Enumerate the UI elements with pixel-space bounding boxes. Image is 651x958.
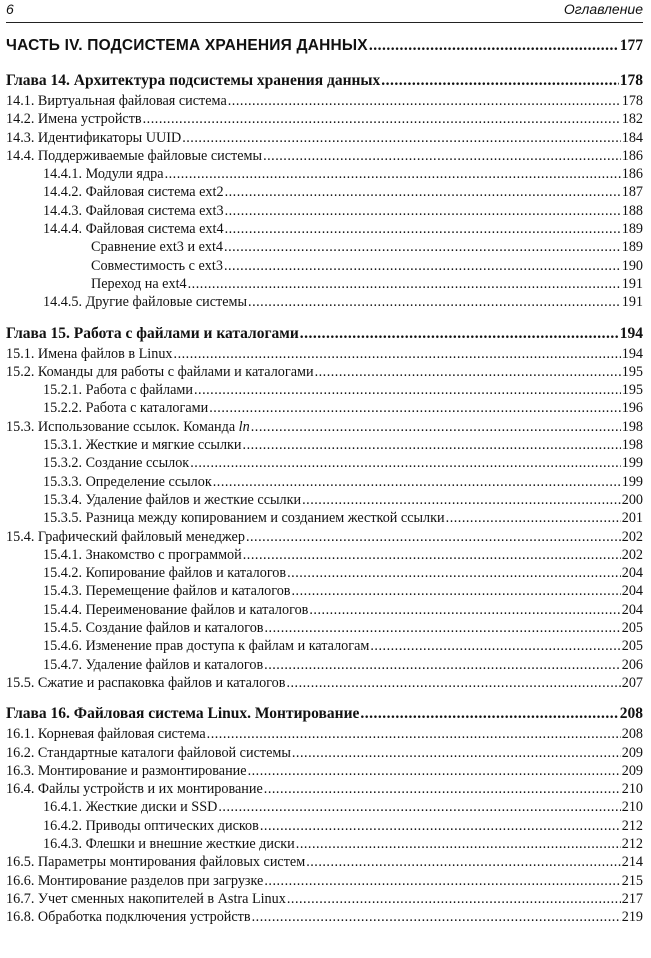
toc-entry-title: 14.4.3. Файловая система ext3 (43, 202, 224, 219)
toc-entry-page: 204 (621, 583, 643, 600)
toc-entry-page: 204 (621, 601, 643, 618)
toc-entry-page: 190 (621, 257, 643, 274)
toc-entry-page: 184 (621, 129, 643, 146)
toc-entry-page: 189 (621, 221, 643, 238)
running-header (6, 0, 643, 23)
toc-entry[interactable] (6, 473, 643, 491)
leader-dots (360, 703, 618, 725)
toc-entry-title: 16.8. Обработка подключения устройств (6, 909, 251, 926)
toc-entry-page: 207 (621, 674, 643, 691)
toc-entry[interactable] (6, 110, 643, 128)
toc-entry-page: 210 (621, 781, 643, 798)
toc-entry-page: 214 (621, 854, 643, 871)
toc-entry-title: 15.2.1. Работа с файлами (43, 382, 193, 399)
leader-dots (143, 110, 621, 128)
leader-dots (243, 436, 621, 454)
toc-entry-page: 205 (621, 638, 643, 655)
toc-entry-page: 195 (621, 382, 643, 399)
toc-entry[interactable] (6, 418, 643, 436)
toc-entry[interactable] (6, 890, 643, 908)
toc-entry[interactable] (6, 275, 643, 293)
toc-entry[interactable] (6, 147, 643, 165)
leader-dots (207, 725, 621, 743)
toc-entry[interactable] (6, 399, 643, 417)
toc-entry[interactable] (6, 202, 643, 220)
toc-entry[interactable] (6, 725, 643, 743)
toc-entry[interactable] (6, 454, 643, 472)
toc-entry[interactable] (6, 345, 643, 363)
leader-dots (248, 293, 621, 311)
toc-entry-page: 217 (621, 890, 643, 907)
toc-entry[interactable] (6, 908, 643, 926)
leader-dots (225, 183, 621, 201)
toc-entry-title: Переход на ext4 (91, 275, 187, 292)
leader-dots (213, 473, 621, 491)
toc-entry[interactable] (6, 780, 643, 798)
toc-entry[interactable] (6, 129, 643, 147)
toc-part[interactable] (6, 34, 643, 58)
leader-dots (194, 381, 621, 399)
toc-entry-page: 215 (621, 872, 643, 889)
leader-dots (302, 491, 621, 509)
toc-part-title: ЧАСТЬ IV. ПОДСИСТЕМА ХРАНЕНИЯ ДАННЫХ (6, 37, 368, 54)
leader-dots (300, 323, 619, 345)
toc-entry-page: 186 (621, 166, 643, 183)
toc-entry-title: 16.4. Файлы устройств и их монтирование (6, 781, 263, 798)
toc-entry-title: 14.3. Идентификаторы UUID (6, 129, 182, 146)
toc-entry-title: 16.1. Корневая файловая система (6, 726, 206, 743)
toc-entry[interactable] (6, 293, 643, 311)
leader-dots (225, 202, 621, 220)
toc-entry[interactable] (6, 381, 643, 399)
toc-entry[interactable] (6, 582, 643, 600)
toc-part-page: 177 (619, 37, 643, 54)
toc-entry-page: 204 (621, 565, 643, 582)
toc-entry[interactable] (6, 257, 643, 275)
page-number: 6 (6, 1, 14, 17)
toc-entry-page: 202 (621, 546, 643, 563)
toc-chapter-page: 208 (619, 705, 643, 723)
leader-dots (286, 674, 620, 692)
leader-dots (246, 528, 621, 546)
leader-dots (446, 509, 621, 527)
leader-dots (263, 147, 621, 165)
toc-entry-title: 15.4.7. Удаление файлов и каталогов (43, 656, 264, 673)
toc-entry-page: 188 (621, 202, 643, 219)
leader-dots (209, 399, 621, 417)
toc-entry[interactable] (6, 363, 643, 381)
leader-dots (252, 908, 621, 926)
toc-entry-title: 16.4.1. Жесткие диски и SSD (43, 799, 218, 816)
toc-entry-page: 186 (621, 147, 643, 164)
toc-entry-title: 15.4.2. Копирование файлов и каталогов (43, 565, 287, 582)
toc-chapter[interactable] (6, 70, 643, 92)
toc-entry-title (6, 418, 250, 436)
toc-chapter[interactable] (6, 703, 643, 725)
toc-entry-title: 15.2. Команды для работы с файлами и каталогами (6, 363, 314, 380)
table-of-contents (6, 34, 643, 926)
toc-entry[interactable] (6, 637, 643, 655)
toc-entry-page: 191 (621, 275, 643, 292)
leader-dots (225, 220, 621, 238)
toc-entry[interactable] (6, 564, 643, 582)
leader-dots (287, 564, 621, 582)
leader-dots (188, 275, 621, 293)
toc-entry[interactable] (6, 165, 643, 183)
toc-entry[interactable] (6, 674, 643, 692)
toc-entry[interactable] (6, 436, 643, 454)
toc-entry-page: 199 (621, 455, 643, 472)
leader-dots (264, 872, 620, 890)
toc-entry-title: 15.3.1. Жесткие и мягкие ссылки (43, 437, 242, 454)
running-title: Оглавление (563, 1, 643, 17)
leader-dots (228, 92, 621, 110)
leader-dots (260, 817, 621, 835)
toc-entry[interactable] (6, 798, 643, 816)
toc-entry-title: Совместимость с ext3 (91, 257, 223, 274)
toc-entry-page: 182 (621, 111, 643, 128)
toc-entry-title: 15.4.3. Перемещение файлов и каталогов (43, 583, 291, 600)
toc-entry-page: 208 (621, 726, 643, 743)
toc-entry-page: 187 (621, 184, 643, 201)
leader-dots (287, 890, 621, 908)
toc-entry-title: 15.3.3. Определение ссылок (43, 473, 212, 490)
toc-entry-title: 15.3.5. Разница между копированием и созданием жесткой ссылки (43, 510, 445, 527)
toc-entry-title: 14.4. Поддерживаемые файловые системы (6, 147, 263, 164)
leader-dots (296, 835, 621, 853)
toc-entry[interactable] (6, 817, 643, 835)
toc-entry-page: 178 (621, 93, 643, 109)
toc-chapter-page: 194 (619, 324, 643, 342)
toc-entry[interactable] (6, 744, 643, 762)
toc-entry-title: 15.4.4. Переименование файлов и каталогов (43, 601, 309, 618)
toc-entry-title: 15.4. Графический файловый менеджер (6, 528, 245, 545)
toc-entry[interactable] (6, 619, 643, 637)
toc-entry-page: 212 (621, 835, 643, 852)
leader-dots (292, 582, 621, 600)
toc-entry-title: 15.5. Сжатие и распаковка файлов и каталогов (6, 674, 286, 691)
toc-entry[interactable] (6, 528, 643, 546)
toc-chapter-title: Глава 15. Работа с файлами и каталогами (6, 324, 299, 342)
leader-dots (370, 637, 620, 655)
toc-entry-title: 14.4.4. Файловая система ext4 (43, 221, 224, 238)
toc-chapter-title: Глава 16. Файловая система Linux. Монтирование (6, 705, 360, 723)
toc-entry[interactable] (6, 220, 643, 238)
toc-entry-page: 194 (621, 345, 643, 362)
toc-entry-title: 14.4.2. Файловая система ext2 (43, 184, 224, 201)
leader-dots (224, 238, 621, 256)
toc-entry-title: 16.4.2. Приводы оптических дисков (43, 817, 259, 834)
toc-entry[interactable] (6, 509, 643, 527)
toc-entry-title: 16.4.3. Флешки и внешние жесткие диски (43, 835, 295, 852)
leader-dots (309, 601, 620, 619)
toc-entry-page: 199 (621, 473, 643, 490)
leader-dots (248, 762, 621, 780)
leader-dots (190, 454, 621, 472)
toc-entry-title: 15.1. Имена файлов в Linux (6, 345, 173, 362)
leader-dots (243, 546, 621, 564)
toc-entry-title: 15.2.2. Работа с каталогами (43, 400, 209, 417)
leader-dots (218, 798, 620, 816)
leader-dots (165, 165, 621, 183)
toc-entry-page: 201 (621, 510, 643, 527)
leader-dots (264, 780, 621, 798)
leader-dots (251, 418, 621, 436)
leader-dots (292, 744, 621, 762)
leader-dots (381, 70, 618, 92)
toc-entry-title: 14.4.5. Другие файловые системы (43, 294, 248, 311)
toc-entry-page: 196 (621, 400, 643, 417)
toc-entry-title: 15.4.5. Создание файлов и каталогов (43, 620, 264, 637)
command-name: ln (238, 418, 250, 435)
toc-entry[interactable] (6, 183, 643, 201)
toc-entry-page: 210 (621, 799, 643, 816)
toc-entry-page: 205 (621, 620, 643, 637)
toc-entry-title: Сравнение ext3 и ext4 (91, 239, 224, 256)
toc-entry-title: 15.4.1. Знакомство с программой (43, 546, 242, 563)
toc-entry-page: 195 (621, 363, 643, 380)
toc-entry[interactable] (6, 853, 643, 871)
toc-entry-title: 16.5. Параметры монтирования файловых систем (6, 854, 306, 871)
toc-entry-page: 209 (621, 744, 643, 761)
toc-entry-title: 15.3.2. Создание ссылок (43, 455, 190, 472)
leader-dots (224, 257, 621, 275)
toc-entry[interactable] (6, 835, 643, 853)
toc-entry-page: 200 (621, 491, 643, 508)
toc-entry-title: 15.4.6. Изменение прав доступа к файлам и каталогам (43, 638, 370, 655)
toc-entry-title: 15.3.4. Удаление файлов и жесткие ссылки (43, 491, 302, 508)
leader-dots (174, 345, 621, 363)
toc-entry-page: 219 (621, 909, 643, 926)
toc-entry[interactable] (6, 656, 643, 674)
toc-chapter-title: Глава 14. Архитектура подсистемы хранения данных (6, 72, 381, 89)
toc-entry[interactable] (6, 601, 643, 619)
toc-entry-title: 16.7. Учет сменных накопителей в Astra Linux (6, 890, 286, 907)
toc-entry-title: 16.3. Монтирование и размонтирование (6, 762, 247, 779)
toc-entry[interactable] (6, 92, 643, 110)
toc-entry-page: 206 (621, 656, 643, 673)
toc-entry[interactable] (6, 762, 643, 780)
toc-entry-title: 14.4.1. Модули ядра (43, 166, 164, 183)
toc-entry-page: 189 (621, 239, 643, 256)
toc-entry-page: 212 (621, 817, 643, 834)
toc-chapter[interactable] (6, 323, 643, 345)
toc-entry-page: 191 (621, 294, 643, 311)
toc-entry-title: 14.1. Виртуальная файловая система (6, 93, 227, 109)
leader-dots (369, 34, 619, 58)
toc-entry-page: 198 (621, 418, 643, 435)
toc-entry[interactable] (6, 872, 643, 890)
toc-entry-title: 16.6. Монтирование разделов при загрузке (6, 872, 264, 889)
toc-entry[interactable] (6, 546, 643, 564)
toc-entry-page: 202 (621, 528, 643, 545)
toc-entry-title: 16.2. Стандартные каталоги файловой системы (6, 744, 291, 761)
toc-entry-page: 198 (621, 437, 643, 454)
leader-dots (182, 129, 621, 147)
leader-dots (306, 853, 621, 871)
toc-chapter-page: 178 (619, 72, 643, 89)
toc-entry-page: 209 (621, 762, 643, 779)
toc-entry[interactable] (6, 491, 643, 509)
leader-dots (315, 363, 621, 381)
leader-dots (265, 619, 621, 637)
leader-dots (264, 656, 621, 674)
toc-entry-title: 14.2. Имена устройств (6, 111, 142, 128)
toc-entry[interactable] (6, 238, 643, 256)
toc-entry-title-text: 15.3. Использование ссылок. Команда (6, 418, 239, 435)
